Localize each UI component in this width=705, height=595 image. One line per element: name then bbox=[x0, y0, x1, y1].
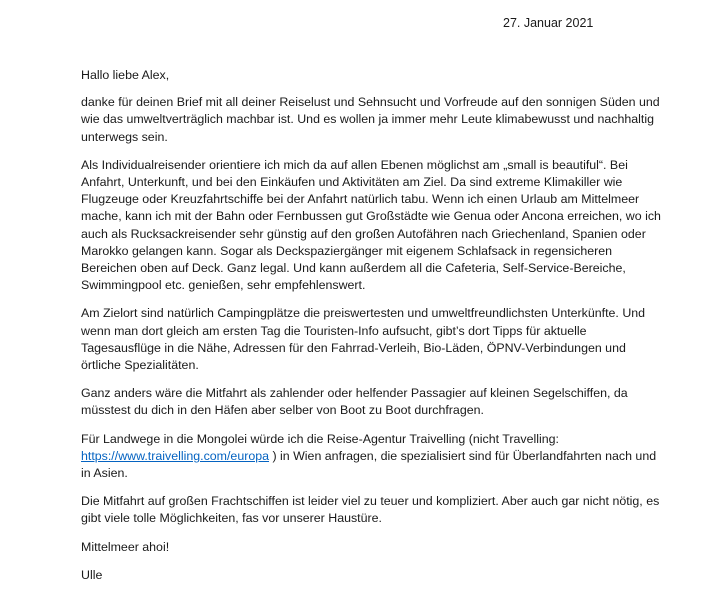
paragraph-sailing: Ganz anders wäre die Mitfahrt als zahlender oder helfender Passagier auf kleinen Segelschiffen, da müsstest du dich in den Häfen aber selber von Boot zu Boot durchfragen. bbox=[81, 386, 628, 418]
paragraph-mongolia-text-after: ) in Wien anfragen, die spezialisiert sind für Überlandfahrten nach und in Asien. bbox=[81, 448, 657, 481]
paragraph-individual-travel: Als Individualreisender orientiere ich mich da auf allen Ebenen möglichst am „small is beautiful“. Bei Anfahrt, Unterkunft, und bei den Einkäufen und Aktivitäten am Ziel. Da sind extreme Klimakiller wie Flugzeuge oder Kreuzfahrtschiffe bei der Anfahrt natürlich tabu. Wenn ich einen Urlaub am Mittelmeer mache, kann ich mit der Bahn oder Fernbussen gut Großstädte wie Genua oder Ancona erreichen, wo ich auch als Rucksackreisender sehr günstig auf den großen Autofähren nach Griechenland, Spanien oder Marokko gelangen kann. Sogar als Deckspaziergänger mit eigenem Schlafsack in regensicheren Bereichen oben auf Deck. Ganz legal. Und kann außerdem all die Cafeteria, Self-Service-Bereiche, Swimmingpool etc. genießen, sehr empfehlenswert. bbox=[81, 157, 661, 293]
letter-body bbox=[81, 67, 661, 595]
paragraph-closing: Mittelmeer ahoi! bbox=[81, 539, 170, 554]
paragraph-mongolia-text-before: Für Landwege in die Mongolei würde ich die Reise-Agentur Traivelling (nicht Travelling: bbox=[81, 431, 559, 446]
paragraph-thanks: danke für deinen Brief mit all deiner Reiselust und Sehnsucht und Vorfreude auf den sonnigen Süden und wie das umweltverträglich machbar ist. Und es wollen ja immer mehr Leute klimabewusst und nachhaltig unterwegs sein. bbox=[81, 95, 660, 144]
paragraph-destination: Am Zielort sind natürlich Campingplätze die preiswertesten und umweltfreundlichsten Unterkünfte. Und wenn man dort gleich am ersten Tag die Touristen-Info aufsucht, gibt’s dort Tipps für aktuelle Tagesausflüge in die Nähe, Adressen für den Fahrrad-Verleih, Bio-Läden, ÖPNV-Verbindungen und örtliche Spezialitäten. bbox=[81, 306, 646, 373]
traivelling-link[interactable]: https://www.traivelling.com/europa bbox=[81, 448, 270, 463]
paragraph-freighter: Die Mitfahrt auf großen Frachtschiffen ist leider viel zu teuer und kompliziert. Aber auch gar nicht nötig, es gibt viele tolle Möglichkeiten, fas vor unserer Haustüre. bbox=[81, 494, 660, 526]
paragraph-mongolia bbox=[81, 431, 661, 483]
letter-signature: Ulle bbox=[81, 567, 103, 582]
letter-date: 27. Januar 2021 bbox=[503, 16, 594, 30]
letter-greeting: Hallo liebe Alex, bbox=[81, 68, 170, 82]
